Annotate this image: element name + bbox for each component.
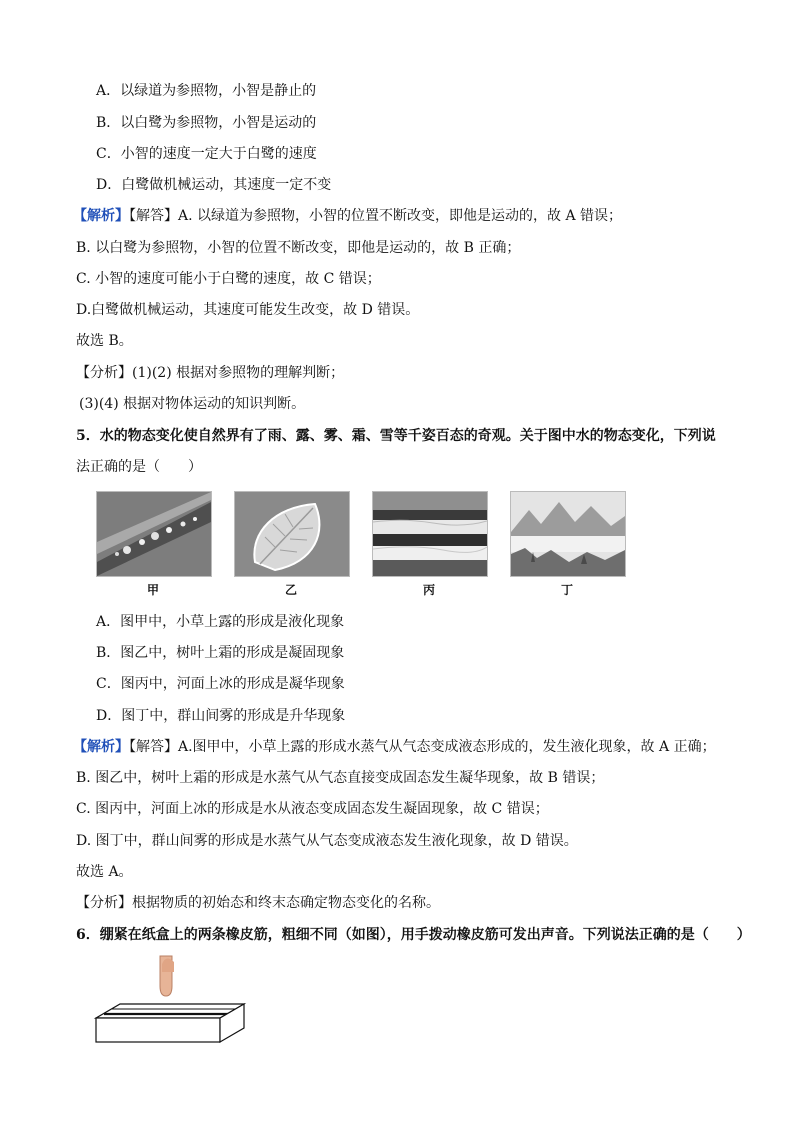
frost-on-leaf-image <box>234 491 350 577</box>
q4-fenxi-line <box>76 363 344 383</box>
q5-analysis-line <box>73 737 716 757</box>
ice-on-river-image <box>372 491 488 577</box>
caption-yi: 乙 <box>284 583 297 597</box>
q4-option-c: C．小智的速度一定大于白鹭的速度 <box>96 146 317 162</box>
q5-figure-row <box>96 491 636 597</box>
caption-ding: 丁 <box>560 583 573 597</box>
q5-analysis-b: B. 图乙中，树叶上霜的形成是水蒸气从气态直接变成固态发生凝华现象，故 B 错误； <box>76 770 605 786</box>
q5-option-b: B．图乙中，树叶上霜的形成是凝固现象 <box>96 645 345 661</box>
rubber-band-box-figure <box>92 952 252 1048</box>
q4-analysis-b: B. 以白鹭为参照物，小智的位置不断改变，即他是运动的，故 B 正确； <box>76 240 521 256</box>
analysis-text: A. 以绿道为参照物，小智的位置不断改变，即他是运动的，故 A 错误； <box>178 208 623 224</box>
q5-choice: 故选 A。 <box>76 864 133 880</box>
q4-choice: 故选 B。 <box>76 333 133 349</box>
q4-analysis-d: D.白鹭做机械运动，其速度可能发生改变，故 D 错误。 <box>76 302 420 318</box>
q5-analysis-d: D. 图丁中，群山间雾的形成是水蒸气从气态变成液态发生液化现象，故 D 错误。 <box>76 833 578 849</box>
fenxi-text: (1)(2) 根据对参照物的理解判断； <box>132 365 345 381</box>
answer-tag: 【解答】 <box>129 208 178 224</box>
analysis-text: A.图甲中，小草上露的形成水蒸气从气态变成液态形成的，发生液化现象，故 A 正确； <box>178 739 716 755</box>
q5-analysis-c: C. 图丙中，河面上冰的形成是水从液态变成固态发生凝固现象，故 C 错误； <box>76 801 549 817</box>
analysis-tag: 【解析】 <box>73 208 129 224</box>
fog-in-mountains-image <box>510 491 626 577</box>
q5-option-c: C．图丙中，河面上冰的形成是凝华现象 <box>96 676 345 692</box>
q4-analysis-line <box>73 206 622 226</box>
q4-option-a: A．以绿道为参照物，小智是静止的 <box>96 83 317 99</box>
q4-analysis-c: C. 小智的速度可能小于白鹭的速度，故 C 错误； <box>76 271 381 287</box>
q6-stem: 6．绷紧在纸盒上的两条橡皮筋，粗细不同（如图），用手拨动橡皮筋可发出声音。下列说法正确的是（ ） <box>76 927 751 943</box>
q5-fenxi-line <box>76 893 440 913</box>
q5-option-a: A．图甲中，小草上露的形成是液化现象 <box>96 614 345 630</box>
q5-option-d: D．图丁中，群山间雾的形成是升华现象 <box>96 708 346 724</box>
q4-option-d: D．白鹭做机械运动，其速度一定不变 <box>96 177 332 193</box>
caption-bing: 丙 <box>422 583 435 597</box>
q4-fenxi-line-2: (3)(4) 根据对物体运动的知识判断。 <box>79 396 306 412</box>
analysis-tag: 【解析】 <box>73 739 129 755</box>
answer-tag: 【解答】 <box>129 739 178 755</box>
q5-stem-line-1: 5．水的物态变化使自然界有了雨、露、雾、霜、雪等千姿百态的奇观。关于图中水的物态变化，下列说 <box>76 428 716 444</box>
caption-jia: 甲 <box>146 583 159 597</box>
fenxi-tag: 【分析】 <box>76 895 132 911</box>
q4-option-b: B．以白鹭为参照物，小智是运动的 <box>96 115 317 131</box>
fenxi-tag: 【分析】 <box>76 365 132 381</box>
fenxi-text: 根据物质的初始态和终末态确定物态变化的名称。 <box>132 895 440 911</box>
dew-on-grass-image <box>96 491 212 577</box>
q5-stem-line-2: 法正确的是（ ） <box>76 459 202 475</box>
